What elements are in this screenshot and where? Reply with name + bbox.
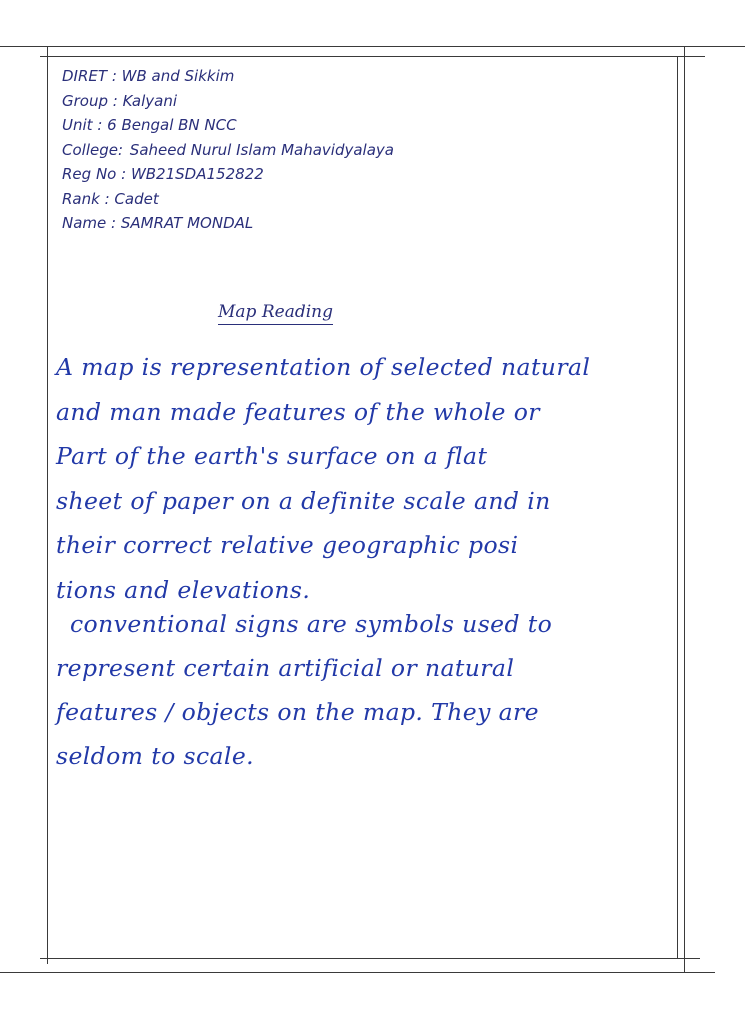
detail-line-diret: DIRET : WB and Sikkim: [62, 64, 622, 89]
detail-value: Saheed Nurul Islam Mahavidyalaya: [129, 140, 394, 159]
text-line: Part of the earth's surface on a flat: [56, 442, 488, 470]
page-title: Map Reading: [218, 302, 333, 325]
detail-value: Kalyani: [122, 91, 177, 110]
detail-key: Name: [62, 214, 107, 232]
detail-value: SAMRAT MONDAL: [120, 214, 254, 232]
top-rule-line-inner: [40, 56, 705, 57]
detail-value: WB and Sikkim: [121, 67, 235, 85]
bottom-rule-line: [0, 972, 715, 973]
detail-key: Rank: [62, 189, 100, 208]
detail-line-rank: Rank : Cadet: [62, 187, 622, 212]
text-line: represent certain artificial or natural: [56, 654, 515, 682]
detail-key: Reg No: [62, 165, 117, 183]
left-margin-line: [47, 46, 48, 964]
detail-key: DIRET: [62, 67, 108, 85]
paragraph-map-definition: [56, 345, 686, 612]
detail-key: Group: [62, 91, 108, 110]
cadet-details: [62, 64, 622, 236]
detail-line-name: Name : SAMRAT MONDAL: [62, 211, 622, 236]
detail-line-unit: Unit : 6 Bengal BN NCC: [62, 113, 622, 138]
text-line: and man made features of the whole or: [56, 397, 540, 426]
detail-line-group: Group : Kalyani: [62, 89, 622, 114]
detail-key: College: [62, 140, 118, 159]
detail-line-college: College: Saheed Nurul Islam Mahavidyalaya: [62, 138, 622, 163]
paragraph-conventional-signs: [56, 602, 686, 778]
text-line: A map is representation of selected natural: [56, 353, 591, 381]
bottom-rule-line-inner: [40, 958, 700, 959]
text-line: tions and elevations.: [56, 575, 311, 604]
text-line: their correct relative geographic posi: [56, 531, 519, 559]
text-line: conventional signs are symbols used to: [70, 610, 553, 638]
top-rule-line: [0, 46, 745, 47]
detail-value: 6 Bengal BN NCC: [107, 116, 237, 134]
text-line: seldom to scale.: [56, 742, 255, 770]
detail-line-reg-no: Reg No : WB21SDA152822: [62, 162, 622, 187]
detail-value: Cadet: [114, 189, 159, 208]
detail-key: Unit: [62, 116, 93, 134]
text-line: features / objects on the map. They are: [56, 698, 539, 726]
text-line: sheet of paper on a definite scale and in: [56, 486, 551, 515]
detail-value: WB21SDA152822: [130, 165, 264, 183]
